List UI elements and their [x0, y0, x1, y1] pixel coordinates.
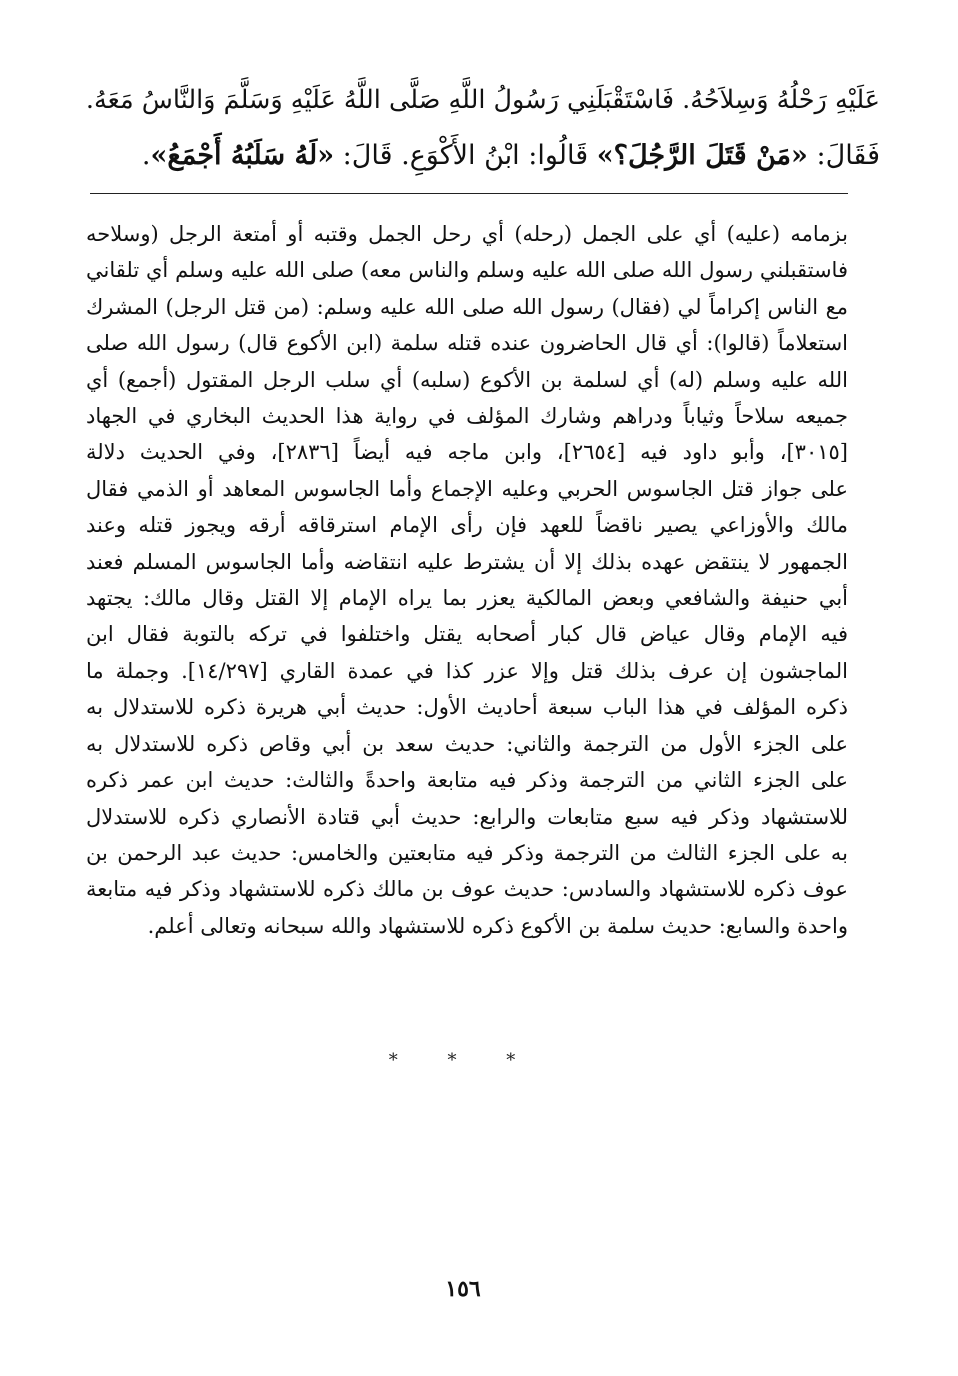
commentary-line: على الجزء الأول من الترجمة والثاني: حديث سعد بن أبي وقاص ذكره للاستدلال به: [86, 731, 848, 756]
commentary-line: ذكره المؤلف في هذا الباب سبعة أحاديث الأول: حديث أبي هريرة ذكره للاستدلال به: [86, 695, 848, 720]
section-separator-stars: * * *: [388, 1050, 538, 1071]
commentary-line: الماجشون إن عرف بذلك قتل وإلا عزر كذا في عمدة القاري [١٤/٢٩٧]. وجملة ما: [86, 658, 848, 683]
commentary-line: [٣٠١٥]، وأبو داود فيه [٢٦٥٤]، وابن ماجه فيه أيضاً [٢٨٣٦]، وفي الحديث دلالة: [86, 440, 848, 465]
hadith-segment: .: [141, 140, 151, 171]
commentary-line: الجمهور لا ينتقض عهده بذلك إلا أن يشترط عليه انتقاضه وأما الجاسوس المسلم فعند: [86, 549, 848, 574]
commentary-line: فاستقبلني رسول الله صلى الله عليه وسلم والناس معه) صلى الله عليه وسلم أي تلقاني: [86, 258, 848, 283]
commentary-line: مالك والأوزاعي يصير ناقضاً للعهد فإن رأى الإمام استرقاقه أرقه ويجوز قتله وعند: [86, 513, 848, 538]
commentary-line: على جواز قتل الجاسوس الحربي وعليه الإجماع وأما الجاسوس المعاهد أو الذمي فقال: [86, 476, 848, 501]
commentary-line: للاستشهاد وذكر فيه سبع متابعات والرابع: حديث أبي قتادة الأنصاري ذكره للاستدلال: [86, 804, 848, 829]
page-number: ١٥٦: [445, 1276, 481, 1302]
hadith-segment: فَقَالَ:: [807, 140, 880, 171]
commentary-line: جميعه سلاحاً وثياباً ودراهم وشارك المؤلف في رواية هذا الحديث البخاري في الجهاد: [86, 404, 848, 429]
commentary-line: به على الجزء الثالث من الترجمة وذكر فيه متابعتين والخامس: حديث عبد الرحمن بن: [86, 840, 848, 865]
commentary-block: [86, 216, 848, 944]
hadith-line: [80, 128, 880, 184]
commentary-line: فيه الإمام وقال عياض قال كبار أصحابه يقتل واختلفوا في تركه بالتوبة فقال ابن: [86, 622, 848, 647]
commentary-line: الله عليه وسلم (له) أي لسلمة بن الأكوع (سلبه) أي سلب الرجل المقتول (أجمع) أي: [86, 367, 848, 392]
hadith-quote-bold: «مَنْ قَتَلَ الرَّجُلَ؟»: [596, 140, 808, 171]
commentary-line: عوف ذكره للاستشهاد والسادس: حديث عوف بن مالك ذكره للاستشهاد وذكر فيه متابعة: [86, 877, 848, 902]
hadith-segment: قَالُوا: ابْنُ الأَكْوَعِ. قَالَ:: [334, 140, 597, 171]
commentary-line: بزمامه (عليه) أي على الجمل (رحله) أي رحل الجمل وقتبه أو أمتعة الرجل (وسلاحه: [86, 222, 848, 246]
hadith-line: عَلَيْهِ رَحْلُهُ وَسِلاَحُهُ. فَاسْتَقْبَلَنِي رَسُولُ اللَّهِ صَلَّى اللَّهُ عَلَيْهِ وَسَلَّمَ وَالنَّاسُ مَعَهُ.: [85, 85, 880, 115]
hadith-text-block: [80, 72, 880, 184]
commentary-line: واحدة والسابع: حديث سلمة بن الأكوع ذكره للاستشهاد والله سبحانه وتعالى أعلم.: [147, 913, 848, 938]
commentary-line: على الجزء الثاني من الترجمة وذكر فيه متابعة واحدةً والثالث: حديث ابن عمر ذكره: [86, 768, 848, 793]
commentary-line: أبي حنيفة والشافعي وبعض المالكية يعزر بما يراه الإمام إلا القتل وقال مالك: يجتهد: [86, 586, 848, 611]
commentary-line: استعلاماً (قالوا): أي قال الحاضرون عنده قتله سلمة (ابن الأكوع قال) رسول الله صلى: [86, 331, 848, 356]
hadith-quote-bold: «لَهُ سَلَبُهُ أَجْمَعُ»: [150, 140, 335, 171]
footnote-divider: [90, 193, 848, 194]
commentary-line: مع الناس إكراماً لي (فقال) رسول الله صلى الله عليه وسلم: (من قتل الرجل) المشرك: [86, 294, 848, 319]
